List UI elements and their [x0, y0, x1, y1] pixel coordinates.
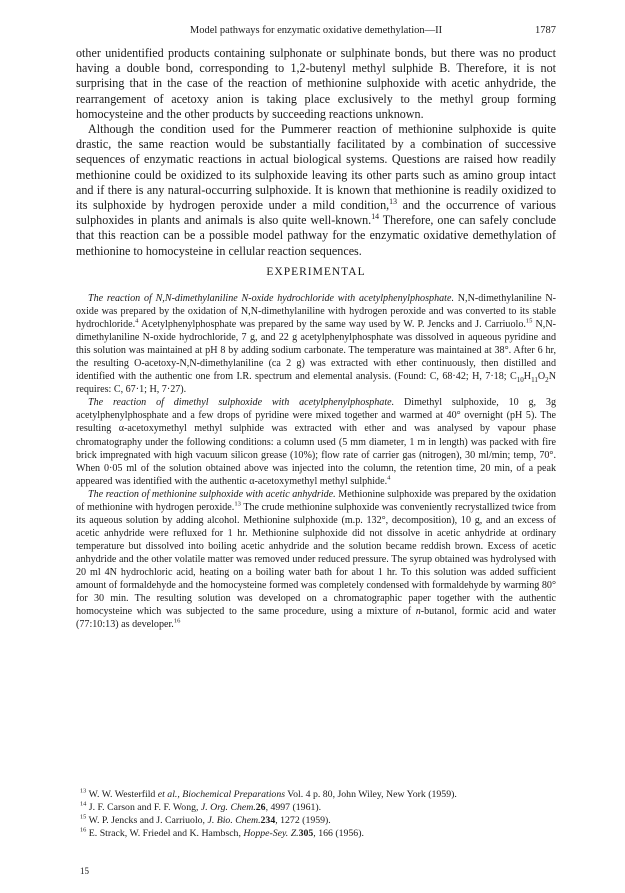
footnote [76, 814, 556, 827]
page-number: 1787 [535, 25, 556, 36]
citation-4: 4 [135, 317, 139, 325]
formula-h: H [523, 371, 532, 383]
formula-tail: N requires: C, 67·1; H, 7·27). [76, 371, 556, 396]
footnote-text: W. P. Jencks and J. Carriuolo, [86, 815, 208, 826]
formula-sub-2: 2 [545, 376, 549, 385]
paragraph-2-text-c: Therefore, one can safely conclude that this reaction can be a possible model pathway for the enzymatic oxidative demethylation of methionine to homocysteine in cellular reaction sequences. [76, 213, 556, 258]
footnote-italic: Hoppe-Sey. Z. [243, 828, 299, 839]
footnote-volume: 234 [260, 815, 276, 826]
citation-16: 16 [173, 617, 181, 625]
citation-4-b: 4 [387, 474, 391, 482]
exp-3-text-a: Methionine sulphoxide was prepared by the oxidation of methionine with hydrogen peroxide. [76, 488, 556, 513]
formula-o: O [537, 371, 546, 383]
citation-13-b: 13 [234, 500, 241, 508]
running-head [76, 24, 556, 38]
footnote-tail: Vol. 4 p. 80, John Wiley, New York (1959). [285, 789, 457, 800]
citation-14: 14 [371, 212, 380, 222]
footnote-number: 14 [80, 800, 87, 808]
footnote-number: 15 [80, 813, 87, 821]
footnote-text: E. Strack, W. Friedel and K. Hambsch, [86, 828, 244, 839]
paragraph-2 [76, 122, 556, 259]
paragraph-2-text-b: and the occurrence of various sulphoxides in plants and animals is also quite well-known. [76, 198, 556, 228]
footnote [76, 801, 556, 814]
footnote-tail: , 4997 (1961). [265, 802, 322, 813]
footnote-italic: et al., Biochemical Preparations [157, 789, 286, 800]
formula-sub-10: 10 [516, 376, 524, 385]
footnote-number: 13 [80, 787, 87, 795]
footnote [76, 788, 556, 801]
footnote-italic: J. Bio. Chem. [207, 815, 261, 826]
paragraph-2-text-a: Although the condition used for the Pummerer reaction of methionine sulphoxide is quite drastic, the same reaction would be substantially facilitated by a combination of successive sequences of enzymatic reactions in actual biological systems. Questions are raised how readily methionine could be oxidized to its sulphoxide leaving its other parts such as amino group intact and if there is any natural-occurring sulphoxide. It is known that methionine is readily oxidized to its sulphoxide by hydrogen peroxide under a mild condition, [76, 122, 556, 213]
folio: 15 [80, 866, 89, 876]
exp-1-text-a: N,N-dimethylaniline N-oxide was prepared by the oxidation of N,N-dimethylaniline with hydrogen peroxide and was converted to its stable hydrochloride. [76, 293, 556, 331]
exp-3-italic-n: n [415, 606, 421, 618]
running-head-title: Model pathways for enzymatic oxidative demethylation—II [189, 25, 443, 36]
citation-15: 15 [525, 317, 533, 325]
footnote-tail: , 166 (1956). [313, 828, 364, 839]
run-in-title-1: The reaction of N,N-dimethylaniline N-oxide hydrochloride with acetylphenylphosphate. [88, 293, 454, 304]
exp-1-text-b: Acetylphenylphosphate was prepared by the same way used by W. P. Jencks and J. Carriuolo. [138, 319, 526, 331]
experimental-paragraph-2 [76, 396, 556, 487]
experimental-section [76, 292, 556, 631]
citation-13: 13 [389, 197, 398, 206]
exp-3-text-c: -butanol, formic acid and water (77:10:13) as developer. [76, 606, 556, 631]
experimental-paragraph-3 [76, 488, 556, 632]
exp-2-text-a: Dimethyl sulphoxide, 10 g, 3g acetylphenylphosphate and a few drops of pyridine were mixed together and warmed at 40° overnight (pH 5). The resulting α-acetoxymethyl methyl sulphide was extracted with ether and was analysed by vapour phase chromatography under the following conditions: a column used (5 mm diameter, 1 m in length) was packed with fire brick impregnated with high vacuum silicon grease (10%); flow rate of carrier gas (nitrogen), 30 ml/min; temp, 70°. When 0·05 ml of the solution obtained above was injected into the column, the retention time, 20 min, of a peak appeared was identified with the authentic α-acetoxymethyl methyl sulphide. [76, 397, 556, 487]
exp-3-text-b: The crude methionine sulphoxide was conveniently recrystallized twice from its aqueous solution by adding alcohol. Methionine sulphoxide (m.p. 132°, decomposition), 10 g, and an excess of acetic anhydride were refluxed for 1 hr. Methionine sulphoxide did not dissolve in acetic anhydride at ordinary temperature but dissolved into boiling acetic anhydride and the solution became reddish brown. Excess of acetic anhydride and the other volatile matter was removed under reduced pressure. The syrup obtained was hydrolysed with 20 ml 4N hydrochloric acid, heating on a boiling water bath for about 1 hr. To this solution was added sufficient amount of formaldehyde and the homocysteine formed was completely condensed with formaldehyde by warming 80° for 30 min. The resulting solution was developed on a chromatographic paper together with the authentic homocysteine which was subjected to the same procedure, using a mixture of [76, 501, 556, 618]
run-in-title-3: The reaction of methionine sulphoxide with acetic anhydride. [88, 488, 336, 500]
footnote [76, 827, 556, 840]
footnote-volume: 305 [298, 828, 314, 839]
section-heading-experimental: EXPERIMENTAL [266, 266, 366, 278]
paragraph-1: other unidentified products containing sulphonate or sulphinate bonds, but there was no product having a double bond, corresponding to 1,2-butenyl methyl sulphide B. Therefore, it is not surprising that in the case of the reaction of methionine sulphoxide with acetic anhydride, the rearrangement of acetoxy anion is taking place exclusively to the methyl group forming homocysteine and the other products by succeeding reactions unknown. [76, 46, 556, 121]
experimental-paragraph-1 [76, 292, 556, 396]
footnote-text: J. F. Carson and F. F. Wong, [86, 802, 201, 813]
footnote-italic: J. Org. Chem. [200, 802, 256, 813]
formula-sub-11: 11 [531, 376, 538, 385]
run-in-title-2: The reaction of dimethyl sulphoxide with acetylphenylphosphate. [88, 397, 395, 409]
body-text [76, 46, 556, 259]
footnote-number: 16 [80, 826, 87, 834]
footnote-volume: 26 [255, 802, 266, 813]
exp-1-text-c: N,N-dimethylaniline N-oxide hydrochloride, 7 g, and 22 g acetylphenylphosphate was dissolved in aqueous pyridine and this solution was maintained at pH 8 by adding sodium carbonate. The temperature was maintained at 38°. After 6 hr, the resulting O-acetoxy-N,N-dimethylaniline (ca 2 g) was extracted with ether continuously, then distilled and identified with the authentic one from I.R. spectrum and elemental analysis. (Found: C, 68·42; H, 7·18; C [76, 319, 556, 383]
footnote-tail: , 1272 (1959). [275, 815, 331, 826]
footnotes [76, 788, 556, 840]
footnote-text: W. W. Westerfild [86, 789, 158, 800]
